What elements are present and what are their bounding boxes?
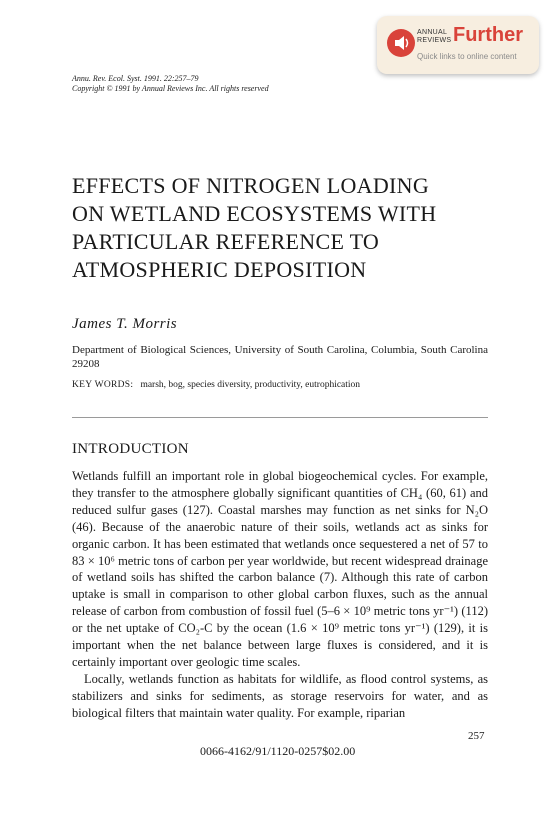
copyright-line: Copyright © 1991 by Annual Reviews Inc. All rights reserved [72, 84, 269, 93]
paragraph: Locally, wetlands function as habitats for wildlife, as flood control systems, as stabilizers and sinks for sediments, as storage reservoirs for water, and as biological filters that maintain water quality. For example, riparian [72, 671, 488, 720]
keywords-label: KEY WORDS: [72, 380, 134, 390]
keywords-text: marsh, bog, species diversity, productivity, eutrophication [140, 380, 361, 390]
section-divider [72, 417, 488, 418]
journal-citation-line: Annu. Rev. Ecol. Syst. 1991. 22:257–79 [72, 74, 199, 83]
title-line: ON WETLAND ECOSYSTEMS WITH [72, 201, 437, 226]
section-heading: INTRODUCTION [72, 441, 189, 457]
price-code: 0066-4162/91/1120-0257$02.00 [200, 744, 356, 758]
speaker-icon [387, 29, 415, 57]
author-affiliation: Department of Biological Sciences, University of South Carolina, Columbia, South Carolina 29208 [72, 344, 488, 370]
badge-further-text: Further [453, 24, 523, 46]
badge-brand-small [417, 29, 451, 45]
article-title [72, 172, 502, 284]
paragraph: Wetlands fulfill an important role in global biogeochemical cycles. For example, they transfer to the atmosphere globally significant quantities of CH₄ (60, 61) and reduced sulfur gases (127). Coastal marshes may function as net sinks for N₂O (46). Because of the anaerobic nature of their soils, wetlands act as sinks for organic carbon. It has been estimated that wetlands once sequestered a net of 57 to 83 × 10⁶ metric tons of carbon per year worldwide, but recent widespread drainage of wetland soils has shifted the carbon balance (7). Although this rate of carbon uptake is small in comparison to other global carbon fluxes, such as the annual release of carbon from combustion of fossil fuel (5–6 × 10⁹ metric tons yr⁻¹) (112) or the net uptake of CO₂-C by the ocean (1.6 × 10⁹ metric tons yr⁻¹) (129), it is important when the net balance between large fluxes is considered, and it is certainly important over geologic time scales. [72, 469, 488, 669]
annual-reviews-further-badge[interactable] [377, 16, 539, 74]
title-line: PARTICULAR REFERENCE TO [72, 229, 380, 254]
body-text [72, 468, 488, 722]
page-number: 257 [468, 730, 485, 742]
badge-subtitle: Quick links to online content [417, 52, 517, 61]
journal-citation [72, 74, 269, 94]
title-line: EFFECTS OF NITROGEN LOADING [72, 173, 430, 198]
title-line: ATMOSPHERIC DEPOSITION [72, 257, 367, 282]
badge-reviews-text: REVIEWS [417, 37, 452, 44]
badge-annual-text: ANNUAL [417, 29, 448, 36]
author-name: James T. Morris [72, 316, 178, 332]
keywords [72, 380, 360, 390]
